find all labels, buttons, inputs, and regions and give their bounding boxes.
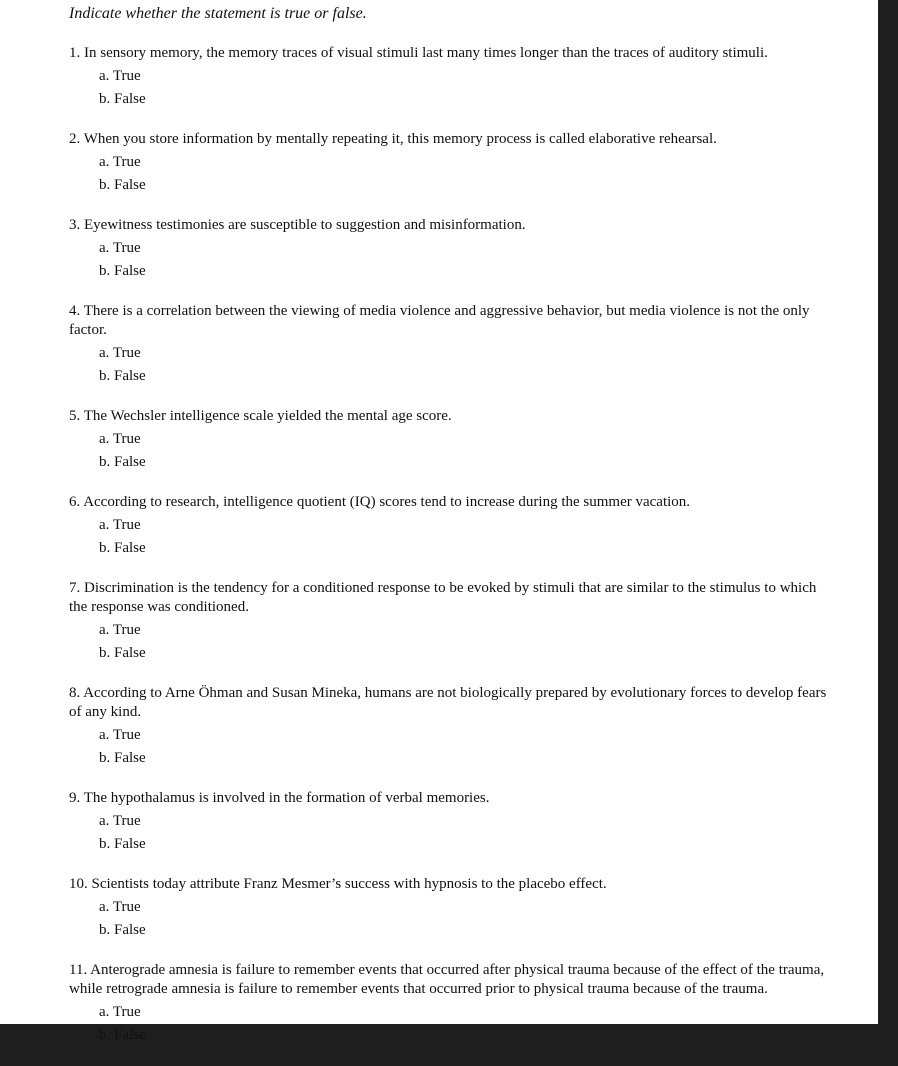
question-stem [69,961,829,999]
question-number: 4. [69,303,81,319]
option-true[interactable]: a. True [99,345,141,361]
question-5 [69,407,829,473]
question-text: According to Arne Öhman and Susan Mineka, humans are not biologically prepared by evolutionary forces to develop fears of any kind. [69,685,827,720]
option-false[interactable]: b. False [99,921,146,938]
question-number: 10. [69,876,88,892]
question-text: The hypothalamus is involved in the formation of verbal memories. [83,790,490,806]
question-4 [69,302,829,387]
question-9 [69,789,829,855]
question-7 [69,579,829,664]
question-stem [69,875,829,894]
question-stem [69,44,829,63]
quiz-content [69,4,829,1066]
question-8 [69,684,829,769]
question-text: There is a correlation between the viewing of media violence and aggressive behavior, but media violence is not the only factor. [69,303,810,338]
question-text: The Wechsler intelligence scale yielded the mental age score. [83,408,452,424]
option-true[interactable]: a. True [99,154,141,170]
question-number: 7. [69,580,81,596]
question-text: In sensory memory, the memory traces of visual stimuli last many times longer than the traces of auditory stimuli. [84,45,768,61]
question-1 [69,44,829,110]
option-false[interactable]: b. False [99,90,146,107]
option-true[interactable]: a. True [99,1004,141,1020]
option-true[interactable]: a. True [99,899,141,915]
option-false[interactable]: b. False [99,262,146,279]
question-2 [69,130,829,196]
option-false[interactable]: b. False [99,176,146,193]
question-stem [69,216,829,235]
question-3 [69,216,829,282]
question-number: 2. [69,131,81,147]
question-number: 5. [69,408,81,424]
question-number: 11. [69,962,88,978]
question-number: 1. [69,45,81,61]
option-true[interactable]: a. True [99,517,141,533]
question-stem [69,684,829,722]
option-true[interactable]: a. True [99,68,141,84]
option-true[interactable]: a. True [99,813,141,829]
question-10 [69,875,829,941]
question-11 [69,961,829,1046]
question-number: 6. [69,494,81,510]
question-text: Anterograde amnesia is failure to remember events that occurred after physical trauma because of the effect of the trauma, while retrograde amnesia is failure to remember events that occurred prior to physical trauma because of the trauma. [69,962,825,997]
question-stem [69,407,829,426]
question-text: When you store information by mentally repeating it, this memory process is called elaborative rehearsal. [83,131,717,147]
option-false[interactable]: b. False [99,453,146,470]
question-text: Scientists today attribute Franz Mesmer’s success with hypnosis to the placebo effect. [91,876,607,892]
option-true[interactable]: a. True [99,240,141,256]
question-6 [69,493,829,559]
option-false[interactable]: b. False [99,644,146,661]
question-number: 3. [69,217,81,233]
question-text: According to research, intelligence quotient (IQ) scores tend to increase during the summer vacation. [83,494,691,510]
option-false[interactable]: b. False [99,1026,146,1043]
question-text: Eyewitness testimonies are susceptible to suggestion and misinformation. [84,217,526,233]
option-true[interactable]: a. True [99,727,141,743]
question-stem [69,579,829,617]
option-true[interactable]: a. True [99,622,141,638]
option-false[interactable]: b. False [99,367,146,384]
question-stem [69,789,829,808]
option-false[interactable]: b. False [99,749,146,766]
option-false[interactable]: b. False [99,835,146,852]
question-stem [69,130,829,149]
window-edge [878,0,898,1024]
question-stem [69,493,829,512]
question-stem [69,302,829,340]
instructions: Indicate whether the statement is true or false. [69,5,367,22]
question-number: 9. [69,790,81,806]
question-number: 8. [69,685,81,701]
option-true[interactable]: a. True [99,431,141,447]
option-false[interactable]: b. False [99,539,146,556]
question-text: Discrimination is the tendency for a conditioned response to be evoked by stimuli that are similar to the stimulus to which the response was conditioned. [69,580,817,615]
